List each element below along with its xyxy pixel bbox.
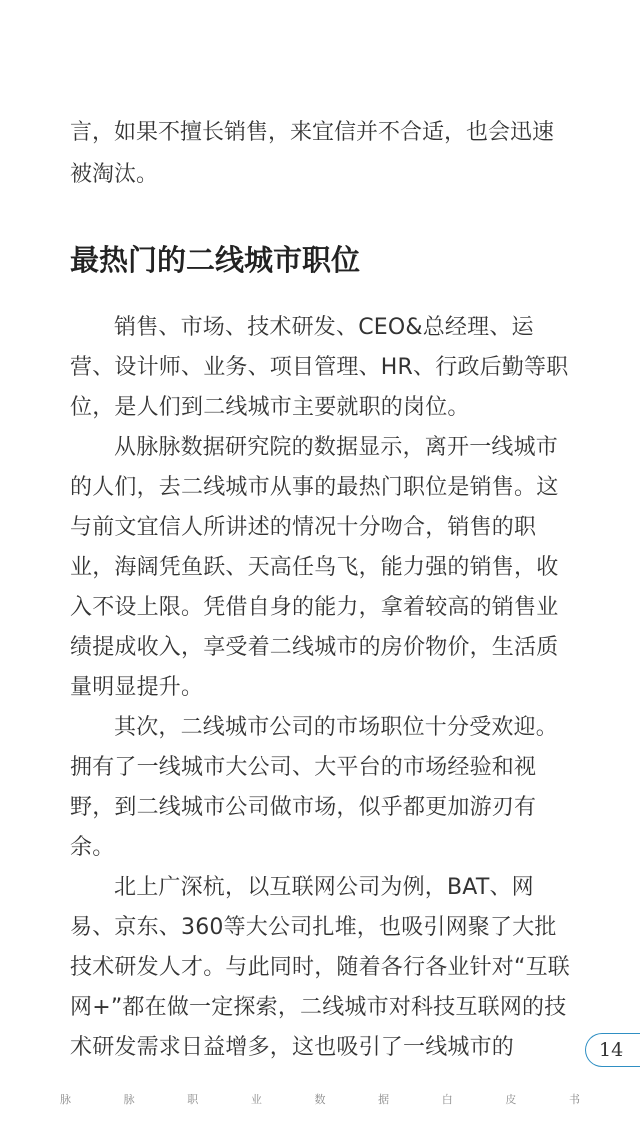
page-number-badge: [585, 1033, 640, 1067]
footer-char: 白: [441, 1093, 453, 1106]
paragraph: 销售、市场、技术研发、CEO&总经理、运营、设计师、业务、项目管理、HR、行政后勤等职位，是人们到二线城市主要就职的岗位。: [70, 315, 569, 420]
footer-char: 数: [314, 1093, 326, 1106]
paragraph: 北上广深杭，以互联网公司为例，BAT、网易、京东、360等大公司扎堆，也吸引网聚了大批技术研发人才。与此同时，随着各行各业针对“互联网+”都在做一定探索，二线城市对科技互联网的技术研发需求日益增多，这也吸引了一线城市的: [70, 875, 570, 1060]
page-number: 14: [599, 1039, 624, 1061]
footer-char: 书: [569, 1093, 580, 1106]
paragraph: 从脉脉数据研究院的数据显示，离开一线城市的人们，去二线城市从事的最热门职位是销售。这与前文宜信人所讲述的情况十分吻合，销售的职业，海阔凭鱼跃、天高任鸟飞，能力强的销售，收入不设上限。凭借自身的能力，拿着较高的销售业绩提成收入，享受着二线城市的房价物价，生活质量明显提升。: [70, 435, 559, 700]
paragraph: 其次，二线城市公司的市场职位十分受欢迎。拥有了一线城市大公司、大平台的市场经验和视野，到二线城市公司做市场，似乎都更加游刃有余。: [70, 715, 559, 860]
body-text: [70, 308, 575, 1068]
section-heading: 最热门的二线城市职位: [70, 243, 361, 277]
footer-char: 脉: [123, 1093, 135, 1106]
footer-char: 据: [378, 1093, 390, 1106]
footer-char: 业: [250, 1093, 262, 1106]
intro-paragraph: 言，如果不擅长销售，来宜信并不合适，也会迅速被淘汰。: [70, 120, 555, 187]
footer-title: [60, 1093, 580, 1107]
footer-char: 职: [187, 1093, 199, 1106]
footer-char: 皮: [505, 1093, 517, 1106]
footer-char: 脉: [60, 1093, 71, 1106]
